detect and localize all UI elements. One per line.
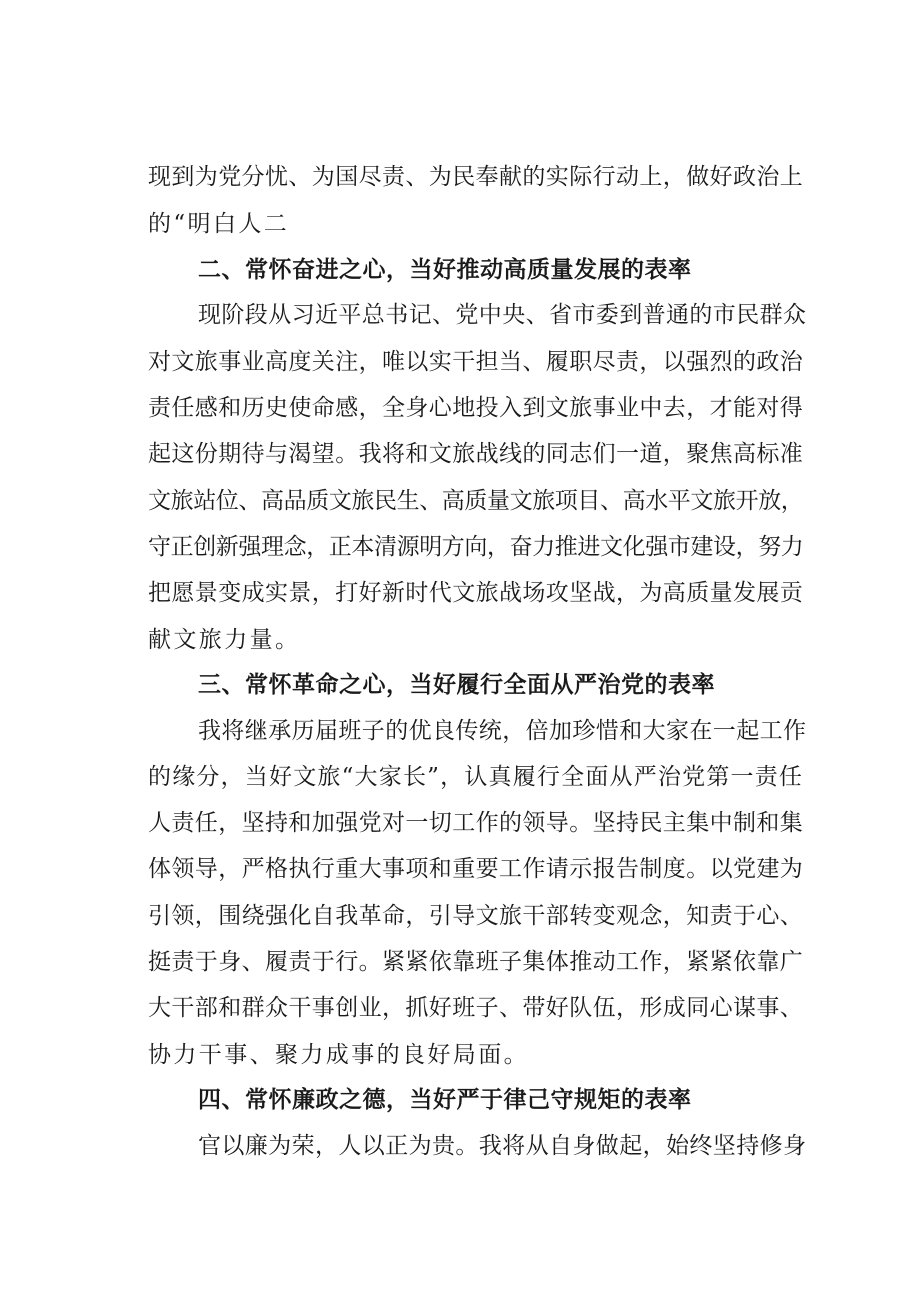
paragraph-line: 体领导，严格执行重大事项和重要工作请示报告制度。以党建为: [148, 856, 804, 882]
paragraph-line: 官以廉为荣，人以正为贵。我将从自身做起，始终坚持修身: [198, 1133, 807, 1159]
paragraph-line: 现到为党分忧、为国尽责、为民奉献的实际行动上，做好政治上: [148, 164, 804, 190]
paragraph-line: 人责任，坚持和加强党对一切工作的领导。坚持民主集中制和集: [148, 810, 804, 836]
paragraph-line: 大干部和群众干事创业，抓好班子、带好队伍，形成同心谋事、: [148, 995, 804, 1021]
paragraph-line: 挺责于身、履责于行。紧紧依靠班子集体推动工作，紧紧依靠广: [148, 949, 804, 975]
paragraph-line: 现阶段从习近平总书记、党中央、省市委到普通的市民群众: [198, 302, 807, 328]
paragraph-line: 对文旅事业高度关注，唯以实干担当、履职尽责，以强烈的政治: [148, 349, 804, 375]
paragraph-line: 引领，围绕强化自我革命，引导文旅干部转变观念，知责于心、: [148, 903, 804, 929]
paragraph-line: 文旅站位、高品质文旅民生、高质量文旅项目、高水平文旅开放，: [148, 488, 804, 514]
paragraph-line: 协力干事、聚力成事的良好局面。: [148, 1042, 529, 1068]
paragraph-line: 把愿景变成实景，打好新时代文旅战场攻坚战，为高质量发展贡: [148, 580, 804, 606]
section-heading-3: 三、常怀革命之心，当好履行全面从严治党的表率: [198, 672, 715, 698]
paragraph-line: 的缘分，当好文旅“大家长”，认真履行全面从严治党第一责任: [148, 764, 804, 790]
paragraph-line: 守正创新强理念，正本清源明方向，奋力推进文化强市建设，努力: [148, 534, 804, 560]
section-heading-4: 四、常怀廉政之德，当好严于律己守规矩的表率: [198, 1087, 692, 1113]
paragraph-line: 我将继承历届班子的优良传统，倍加珍惜和大家在一起工作: [198, 718, 807, 744]
section-heading-2: 二、常怀奋进之心，当好推动高质量发展的表率: [198, 257, 692, 283]
paragraph-line: 起这份期待与渴望。我将和文旅战线的同志们一道，聚焦高标准: [148, 441, 804, 467]
paragraph-line: 的“明白人二: [148, 211, 290, 237]
paragraph-line: 责任感和历史使命感，全身心地投入到文旅事业中去，才能对得: [148, 395, 804, 421]
paragraph-line: 献文旅力量。: [148, 627, 301, 653]
